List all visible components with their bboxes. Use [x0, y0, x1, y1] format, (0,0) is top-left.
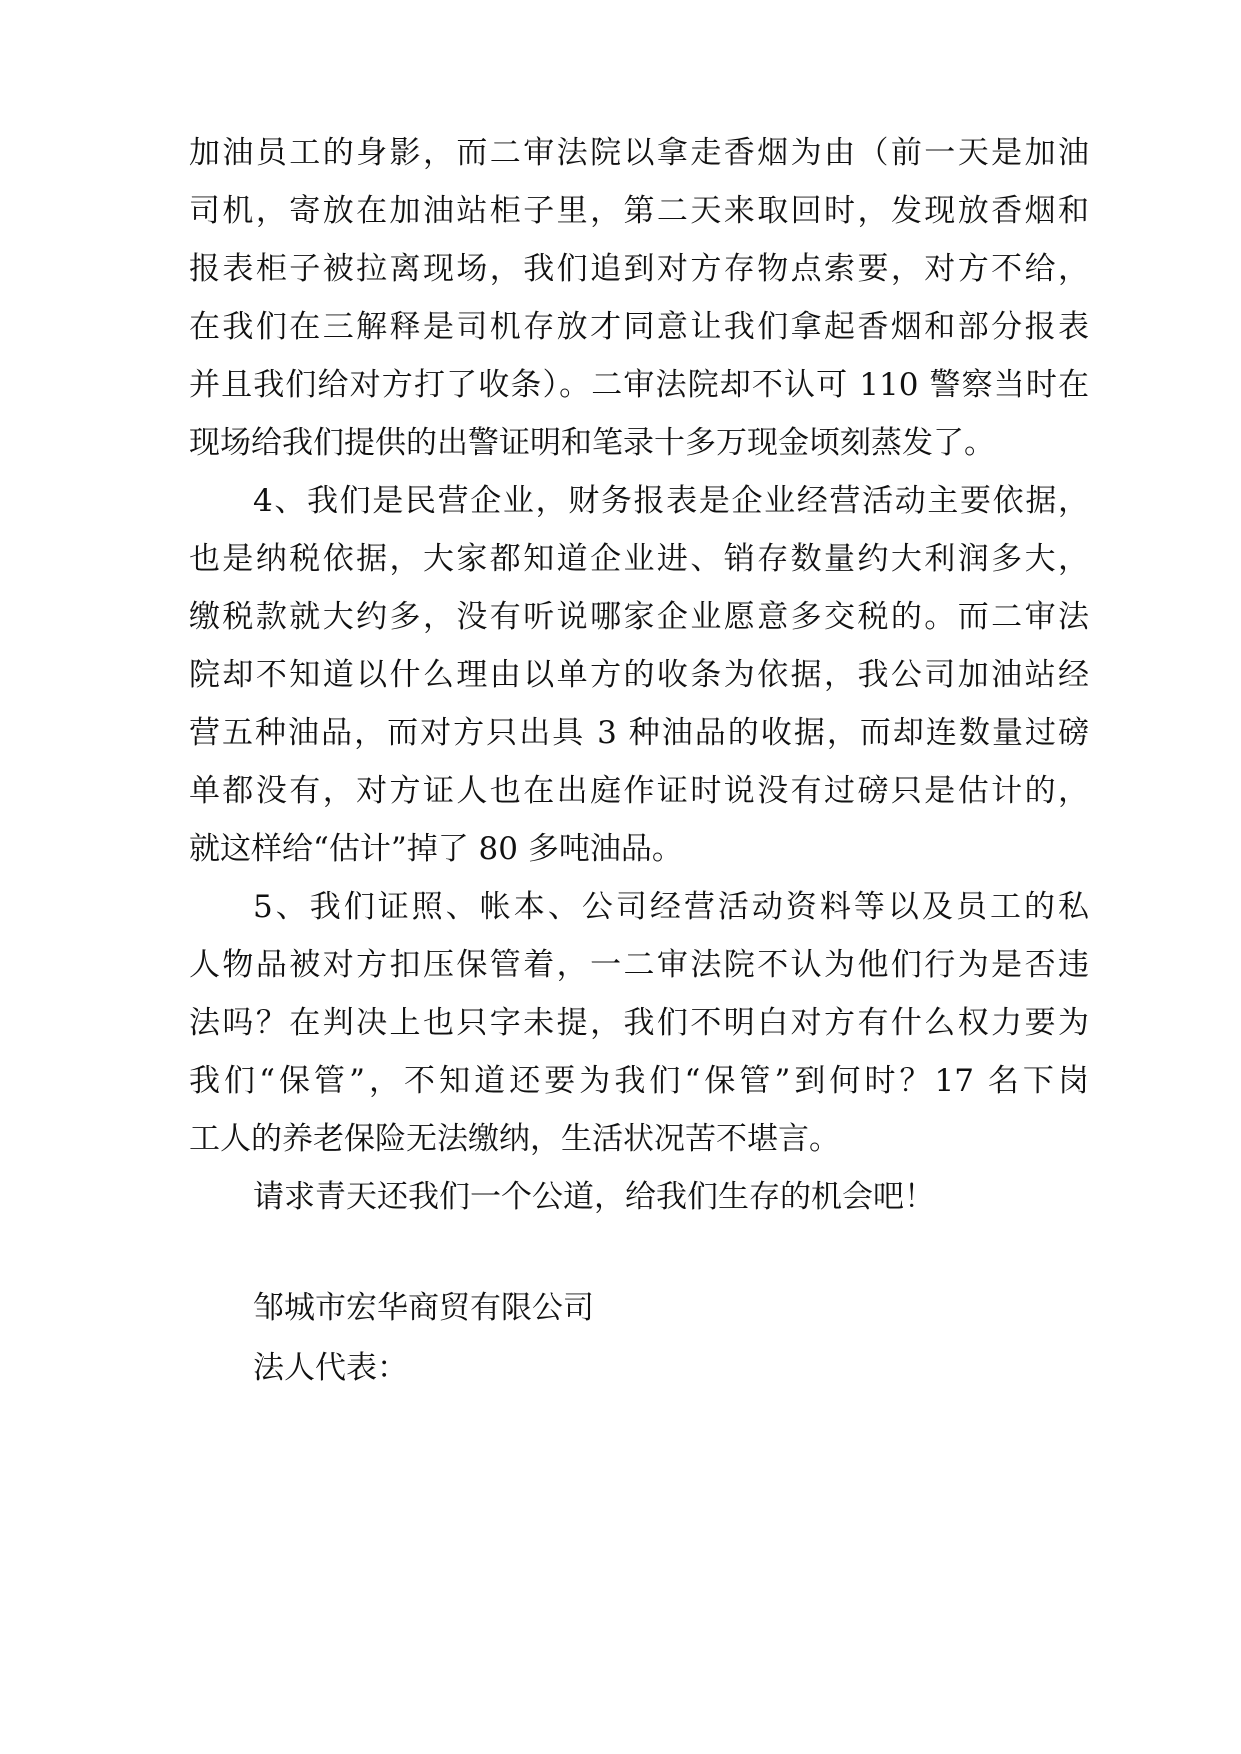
text-line: 缴税款就大约多，没有听说哪家企业愿意多交税的。而二审法 [189, 599, 1089, 635]
text-line: 院却不知道以什么理由以单方的收条为依据，我公司加油站经 [189, 657, 1089, 693]
document-body [189, 124, 1089, 1226]
signature-block [253, 1278, 594, 1398]
text-line: 工人的养老保险无法缴纳，生活状况苦不堪言。 [189, 1121, 840, 1157]
text-line: 加油员工的身影，而二审法院以拿走香烟为由（前一天是加油 [189, 135, 1089, 171]
text-line: 在我们在三解释是司机存放才同意让我们拿起香烟和部分报表 [189, 309, 1089, 345]
text-line: 请求青天还我们一个公道，给我们生存的机会吧！ [253, 1179, 935, 1215]
text-line: 报表柜子被拉离现场，我们追到对方存物点索要，对方不给， [189, 251, 1089, 287]
text-line: 营五种油品，而对方只出具 3 种油品的收据，而却连数量过磅 [189, 715, 1089, 751]
text-line: 人物品被对方扣压保管着，一二审法院不认为他们行为是否违 [189, 947, 1089, 983]
legal-representative-label: 法人代表： [253, 1350, 408, 1386]
text-line: 法吗？在判决上也只字未提，我们不明白对方有什么权力要为 [189, 1005, 1089, 1041]
text-line: 现场给我们提供的出警证明和笔录十多万现金顷刻蒸发了。 [189, 425, 995, 461]
text-line: 也是纳税依据，大家都知道企业进、销存数量约大利润多大， [189, 541, 1089, 577]
text-line: 就这样给“估计”掉了 80 多吨油品。 [189, 831, 683, 867]
text-line: 并且我们给对方打了收条）。二审法院却不认可 110 警察当时在 [189, 367, 1089, 403]
text-line: 司机，寄放在加油站柜子里，第二天来取回时，发现放香烟和 [189, 193, 1089, 229]
text-line: 我们“保管”，不知道还要为我们“保管”到何时？17 名下岗 [189, 1063, 1089, 1099]
text-line: 单都没有，对方证人也在出庭作证时说没有过磅只是估计的， [189, 773, 1089, 809]
company-name: 邹城市宏华商贸有限公司 [253, 1290, 594, 1326]
text-line: 4、我们是民营企业，财务报表是企业经营活动主要依据， [253, 483, 1089, 519]
text-line: 5、我们证照、帐本、公司经营活动资料等以及员工的私 [253, 889, 1089, 925]
